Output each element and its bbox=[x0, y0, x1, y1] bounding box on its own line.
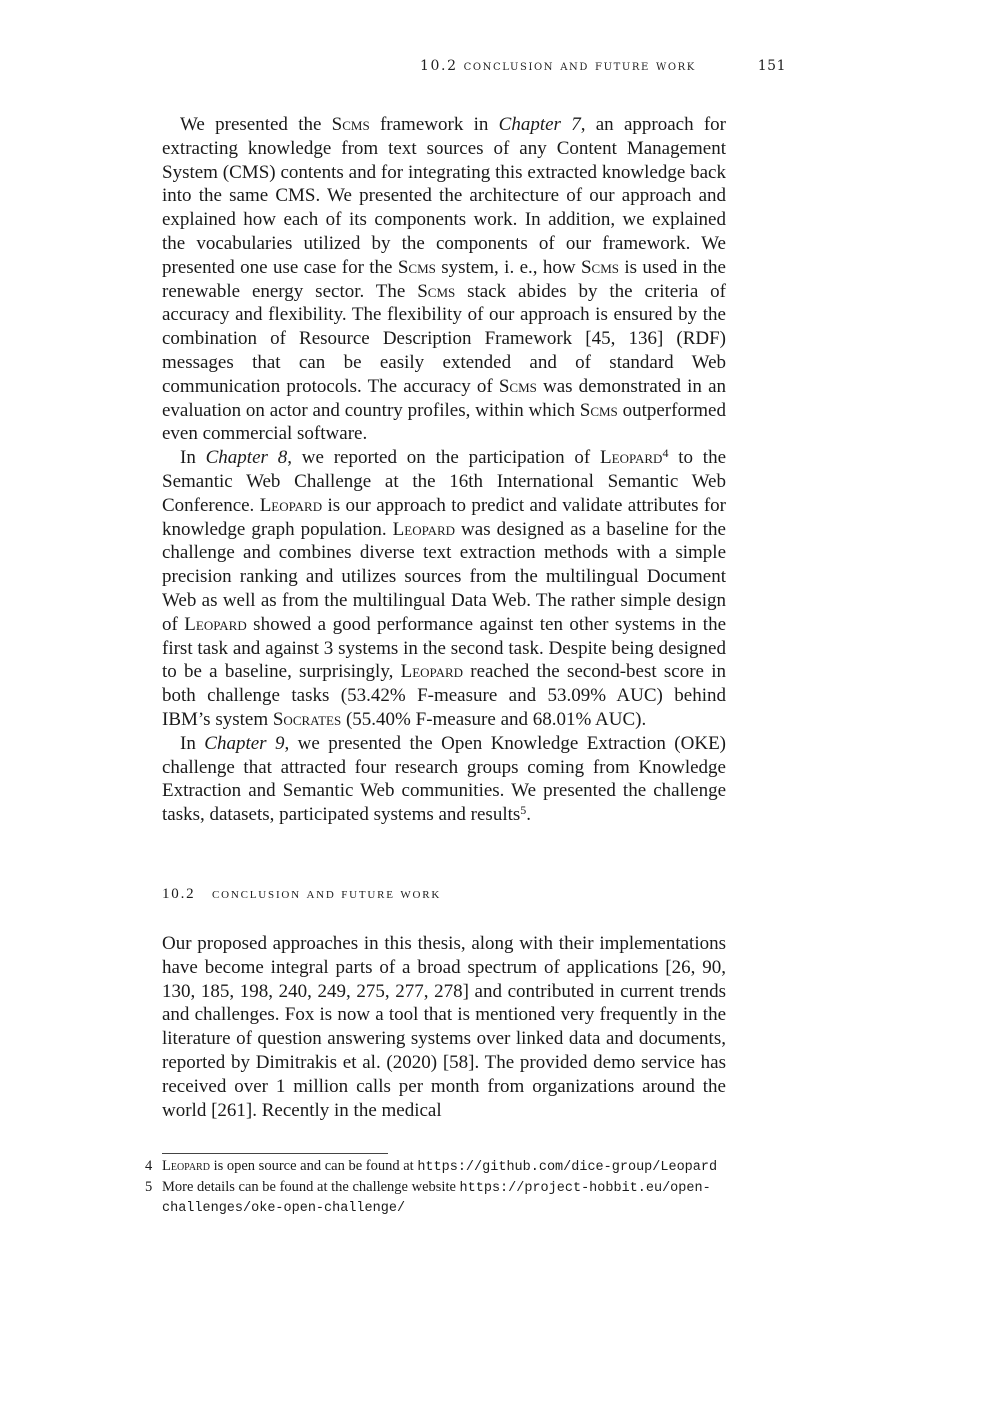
running-head bbox=[420, 58, 786, 80]
section-title: conclusion and future work bbox=[212, 886, 442, 902]
footnote-link[interactable]: https://github.com/dice-group/Leopard bbox=[417, 1160, 718, 1175]
section-body bbox=[162, 932, 726, 1122]
footnote-link[interactable]: https://project-hobbit.eu/open-challenges/oke-open-challenge/ bbox=[162, 1180, 711, 1216]
chapter-reference: Chapter 7 bbox=[498, 114, 581, 135]
footnote-5: 5 More details can be found at the challenge website https://project-hobbit.eu/open-challenges/oke-open-challenge/ bbox=[145, 1178, 711, 1216]
paragraph-scms: We presented the Scms framework in Chapter 7, an approach for extracting knowledge from text sources of any Content Management System (CMS) contents and for integrating this extracted knowledge back into the same CMS. We presented the architecture of our approach and explained how each of its components work. In addition, we explained the vocabularies utilized by the components of our framework. We presented one use case for the Scms system, i. e., how Scms is used in the renewable energy sector. The Scms stack abides by the criteria of accuracy and flexibility. The flexibility of our approach is ensured by the combination of Resource Description Framework [45, 136] (RDF) messages that can be easily extended and of standard Web communication protocols. The accuracy of Scms was demonstrated in an evaluation on actor and country profiles, within which Scms outperformed even commercial software. bbox=[162, 114, 726, 445]
paragraph-leopard: In Chapter 8, we reported on the participation of Leopard$^4$ to the Semantic Web Challenge at the 16th International Semantic Web Conference. Leopard is our approach to predict and validate attributes for knowledge graph population. Leopard was designed as a baseline for the challenge and combines diverse text extraction methods with a simple precision ranking and utilizes sources from the multilingual Document Web as well as from the multilingual Data Web. The rather simple design of Leopard showed a good performance against ten other systems in the first task and against 3 systems in the second task. Despite being designed to be a baseline, surprisingly, Leopard reached the second-best score in both challenge tasks (53.42% F-measure and 53.09% AUC) behind IBM’s system Socrates (55.40% F-measure and 68.01% AUC). bbox=[162, 446, 727, 730]
page-number: 151 bbox=[757, 58, 786, 74]
chapter-reference: Chapter 8 bbox=[205, 447, 288, 469]
scms-name: Scms bbox=[331, 114, 370, 135]
section-number: 10.2 bbox=[162, 886, 196, 902]
leopard-name: Leopard bbox=[600, 447, 663, 469]
footnote-4: 4 Leopard is open source and can be found at https://github.com/dice-group/Leopard bbox=[145, 1158, 718, 1175]
chapter-reference: Chapter 9 bbox=[204, 732, 285, 754]
body-text bbox=[162, 113, 726, 827]
paragraph-oke: In Chapter 9, we presented the Open Knowledge Extraction (OKE) challenge that attracted four research groups coming from Knowledge Extraction and Semantic Web communities. We presented the challenge tasks, datasets, participated systems and results$^5$. bbox=[162, 732, 727, 826]
footnotes bbox=[145, 1157, 735, 1219]
paragraph-conclusion: Our proposed approaches in this thesis, along with their implementations have become integral parts of a broad spectrum of applications [26, 90, 130, 185, 198, 240, 249, 275, 277, 278] and contributed in current trends and challenges. Fox is now a tool that is mentioned very frequently in the literature of question answering systems over linked data and documents, reported by Dimitrakis et al. (2020) [58]. The provided demo service has received over 1 million calls per month from organizations around the world [261]. Recently in the medical bbox=[162, 933, 726, 1121]
footnote-rule bbox=[162, 1153, 388, 1154]
footnote-marker-5[interactable]: 5 bbox=[520, 803, 527, 818]
footnote-marker-4[interactable]: 4 bbox=[662, 446, 669, 461]
running-head-title: 10.2 conclusion and future work bbox=[420, 58, 696, 74]
footnote-number: 5 bbox=[145, 1178, 153, 1195]
footnote-number: 4 bbox=[145, 1158, 153, 1174]
section-heading bbox=[162, 886, 726, 910]
